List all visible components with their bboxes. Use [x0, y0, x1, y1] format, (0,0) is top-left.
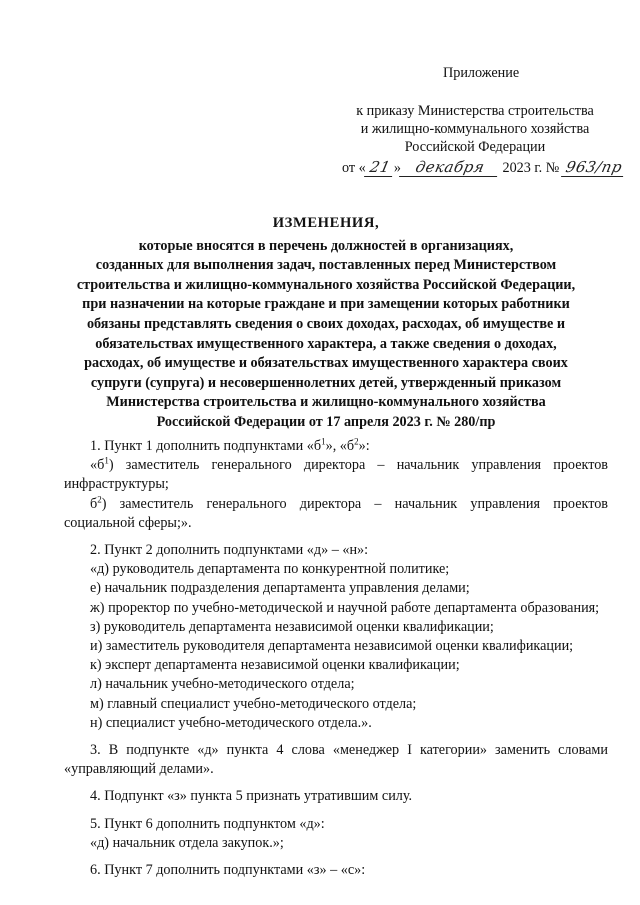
- paragraph-1: [64, 437, 608, 456]
- title-line: обязаны представлять сведения о своих доходах, расходах, об имуществе и: [86, 315, 566, 332]
- text-run: 1. Пункт 1 дополнить подпунктами «б: [90, 438, 322, 454]
- title-line: при назначении на которые граждане и при замещении которых работники: [82, 296, 570, 313]
- document-title: [40, 214, 612, 433]
- title-line: обязательствах имущественного характера, а также сведения о доходах,: [95, 335, 557, 352]
- spacer: [64, 533, 608, 541]
- text-run: ) заместитель генерального директора – начальник управления проектов социальной сферы;».: [64, 495, 608, 531]
- list-item: з) руководитель департамента независимой оценки квалификации;: [90, 618, 494, 635]
- subparagraph-b2: [64, 495, 608, 533]
- list-item: к) эксперт департамента независимой оценки квалификации;: [90, 657, 460, 674]
- handwritten-order-number: 963/пр: [561, 158, 627, 177]
- spacer: [64, 807, 608, 815]
- list-item: е) начальник подразделения департамента управления делами;: [90, 580, 470, 597]
- title-heading: ИЗМЕНЕНИЯ,: [272, 215, 380, 231]
- appendix-reference: [330, 102, 620, 156]
- date-quote: »: [393, 160, 401, 176]
- paragraph-5: 5. Пункт 6 дополнить подпунктом «д»:: [90, 815, 325, 832]
- order-date-line: [342, 158, 625, 182]
- title-line: Российской Федерации от 17 апреля 2023 г. № 280/пр: [156, 413, 496, 430]
- superscript: 1: [321, 436, 326, 447]
- header-line: к приказу Министерства строительства: [356, 103, 594, 119]
- paragraph-2: 2. Пункт 2 дополнить подпунктами «д» – «н»:: [90, 542, 369, 559]
- document-body: [64, 437, 608, 880]
- list-item: м) главный специалист учебно-методического отдела;: [90, 695, 417, 712]
- handwritten-month: декабря: [399, 158, 501, 177]
- title-line: которые вносятся в перечень должностей в организациях,: [138, 237, 514, 254]
- list-item: и) заместитель руководителя департамента независимой оценки квалификации;: [90, 638, 574, 655]
- superscript: 2: [354, 436, 359, 447]
- header-line: Российской Федерации: [404, 139, 546, 155]
- spacer: [64, 853, 608, 861]
- appendix-label: Приложение: [443, 65, 520, 81]
- date-year: 2023 г. №: [502, 160, 560, 176]
- header-line: и жилищно-коммунального хозяйства: [360, 121, 590, 137]
- title-line: созданных для выполнения задач, поставленных перед Министерством: [95, 257, 557, 274]
- spacer: [64, 779, 608, 787]
- text-run: »:: [358, 438, 370, 454]
- title-line: строительства и жилищно-коммунального хозяйства Российской Федерации,: [76, 276, 576, 293]
- paragraph-6: 6. Пункт 7 дополнить подпунктами «з» – «с»:: [90, 862, 366, 879]
- handwritten-day: 21: [364, 158, 396, 177]
- paragraph-4: 4. Подпункт «з» пункта 5 признать утратившим силу.: [90, 788, 413, 805]
- list-item: н) специалист учебно-методического отдела.».: [90, 714, 372, 731]
- text-run: », «б: [325, 438, 355, 454]
- list-item: «д) начальник отдела закупок.»;: [90, 834, 284, 851]
- title-line: супруги (супруга) и несовершеннолетних детей, утвержденный приказом: [90, 374, 562, 391]
- paragraph-3: 3. В подпункте «д» пункта 4 слова «менеджер I категории» заменить словами «управляющий делами».: [64, 742, 608, 778]
- text-run: ) заместитель генерального директора – начальник управления проектов инфраструктуры;: [64, 457, 608, 493]
- text-run: б: [90, 495, 98, 512]
- list-item: «д) руководитель департамента по конкурентной политике;: [90, 561, 450, 578]
- list-item: ж) проректор по учебно-методической и научной работе департамента образования;: [90, 599, 600, 616]
- title-line: расходах, об имуществе и обязательствах имущественного характера своих: [84, 355, 568, 372]
- superscript: 1: [104, 455, 109, 466]
- subparagraph-b1: [64, 456, 608, 494]
- title-line: Министерства строительства и жилищно-коммунального хозяйства: [106, 394, 546, 411]
- superscript: 2: [97, 493, 102, 504]
- list-item: л) начальник учебно-методического отдела;: [90, 676, 355, 693]
- spacer: [64, 733, 608, 741]
- date-prefix: от «: [342, 160, 366, 176]
- text-run: «б: [90, 457, 105, 474]
